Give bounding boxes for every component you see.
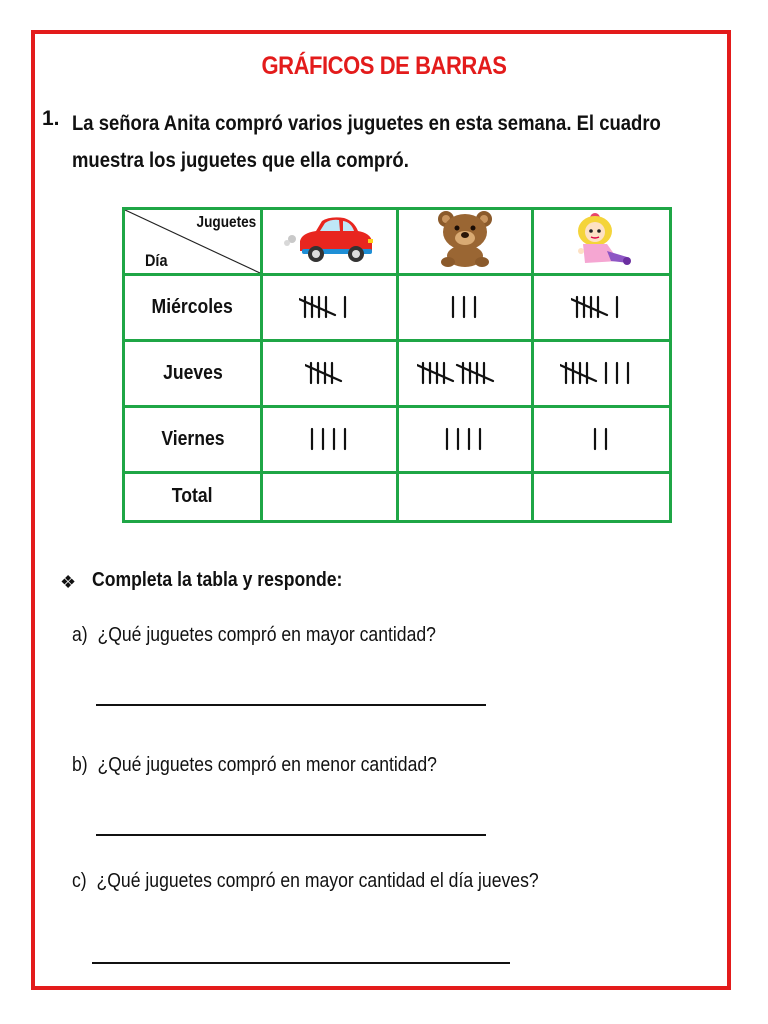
- table-row: [124, 275, 671, 341]
- tally-marks: [447, 291, 484, 323]
- tally-table: [122, 207, 672, 523]
- tally-marks: [306, 423, 354, 455]
- answer-line-c[interactable]: [92, 962, 510, 964]
- table-header-row: [124, 209, 671, 275]
- header-toys-label: Juguetes: [196, 214, 256, 231]
- subquestion-label: c): [72, 870, 87, 892]
- tally-marks: [560, 357, 643, 389]
- subquestion-text: ¿Qué juguetes compró en menor cantidad?: [97, 754, 437, 776]
- total-cell[interactable]: [262, 472, 398, 521]
- tally-marks: [299, 291, 360, 323]
- question-text: La señora Anita compró varios juguetes en esta semana. El cuadro muestra los juguetes que ella compró.: [72, 112, 661, 172]
- row-day-label: Miércoles: [124, 275, 262, 341]
- subquestion-c: [72, 870, 539, 893]
- subquestion-b: [72, 754, 437, 777]
- instruction-text: Completa la tabla y responde:: [92, 569, 343, 591]
- tally-cell: [262, 340, 398, 406]
- question-number: 1.: [42, 107, 60, 130]
- answer-line-a[interactable]: [96, 704, 486, 706]
- toy-header-teddy: [398, 209, 533, 275]
- total-cell[interactable]: [533, 472, 671, 521]
- answer-line-b[interactable]: [96, 834, 486, 836]
- teddy-bear-icon: [428, 210, 502, 268]
- row-day-label: Jueves: [124, 340, 262, 406]
- subquestion-text: ¿Qué juguetes compró en mayor cantidad?: [97, 624, 436, 646]
- table-row: [124, 406, 671, 472]
- tally-marks: [589, 423, 615, 455]
- tally-marks: [571, 291, 632, 323]
- tally-cell: [533, 340, 671, 406]
- tally-marks: [441, 423, 489, 455]
- subquestion-a: [72, 624, 436, 647]
- subquestion-label: b): [72, 754, 88, 776]
- page-title: GRÁFICOS DE BARRAS: [261, 52, 507, 80]
- total-cell[interactable]: [398, 472, 533, 521]
- row-day-label: Viernes: [124, 406, 262, 472]
- tally-marks: [417, 357, 513, 389]
- subquestion-text: ¿Qué juguetes compró en mayor cantidad el día jueves?: [96, 870, 539, 892]
- car-icon: [282, 213, 378, 265]
- doll-icon: [567, 211, 637, 267]
- subquestion-label: a): [72, 624, 88, 646]
- toy-header-car: [262, 209, 398, 275]
- row-total-label: Total: [124, 472, 262, 521]
- toy-header-doll: [533, 209, 671, 275]
- header-corner-cell: [124, 209, 262, 275]
- tally-marks: [305, 357, 355, 389]
- tally-cell: [398, 340, 533, 406]
- table-row-total: [124, 472, 671, 521]
- tally-cell: [398, 406, 533, 472]
- tally-cell: [533, 275, 671, 341]
- tally-cell: [533, 406, 671, 472]
- table-row: [124, 340, 671, 406]
- header-day-label: Día: [145, 251, 168, 270]
- tally-cell: [398, 275, 533, 341]
- tally-cell: [262, 406, 398, 472]
- tally-cell: [262, 275, 398, 341]
- diamond-bullet-icon: ❖: [60, 572, 77, 592]
